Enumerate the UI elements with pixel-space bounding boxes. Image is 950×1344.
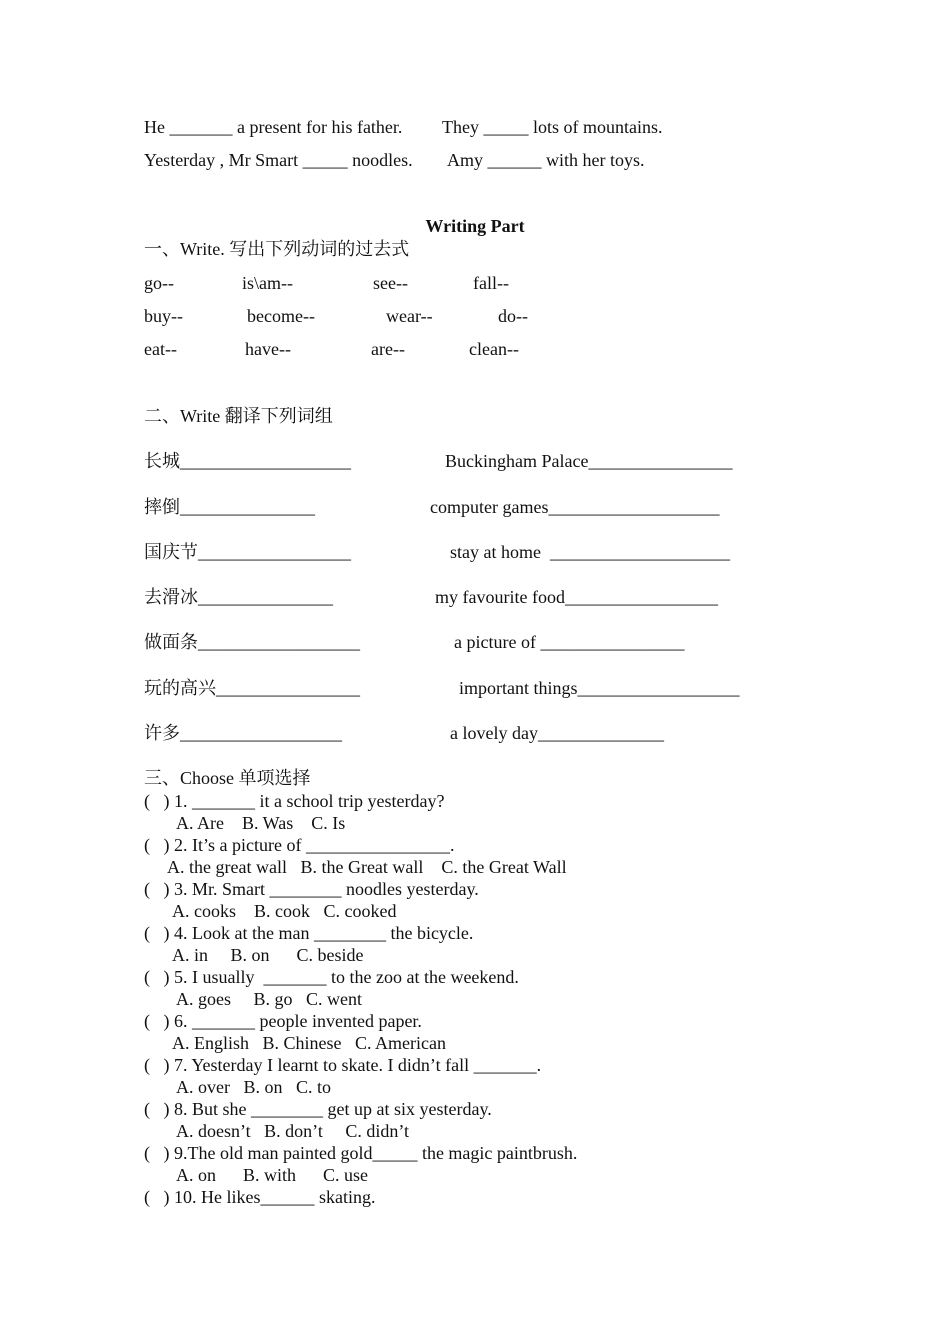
question-3-options: A. cooks B. cook C. cooked <box>172 901 397 921</box>
phrase-left: 做面条__________________ <box>144 632 360 652</box>
question-1: ( ) 1. _______ it a school trip yesterday? <box>144 791 445 811</box>
verb-item: go-- <box>144 273 174 293</box>
phrase-left: 长城___________________ <box>144 451 351 471</box>
verb-item: have-- <box>245 339 291 359</box>
verb-item: eat-- <box>144 339 177 359</box>
phrase-left: 去滑冰_______________ <box>144 587 333 607</box>
verb-item: are-- <box>371 339 405 359</box>
phrase-left: 玩的高兴________________ <box>144 678 360 698</box>
question-8: ( ) 8. But she ________ get up at six yesterday. <box>144 1099 492 1119</box>
phrase-left: 许多__________________ <box>144 723 342 743</box>
verb-item: fall-- <box>473 273 509 293</box>
question-3: ( ) 3. Mr. Smart ________ noodles yesterday. <box>144 879 479 899</box>
verb-item: do-- <box>498 306 528 326</box>
question-7-options: A. over B. on C. to <box>176 1077 331 1097</box>
question-1-options: A. Are B. Was C. Is <box>176 813 346 833</box>
verb-item: become-- <box>247 306 315 326</box>
phrase-right: Buckingham Palace________________ <box>445 451 733 471</box>
intro-line2-b: Amy ______ with her toys. <box>447 150 645 170</box>
section1-heading: 一、Write. 写出下列动词的过去式 <box>144 239 410 259</box>
phrase-left: 国庆节_________________ <box>144 542 351 562</box>
question-7: ( ) 7. Yesterday I learnt to skate. I didn’t fall _______. <box>144 1055 542 1075</box>
section3-heading: 三、Choose 单项选择 <box>144 768 311 788</box>
phrase-right: computer games___________________ <box>430 497 720 517</box>
question-9: ( ) 9.The old man painted gold_____ the magic paintbrush. <box>144 1143 578 1163</box>
question-5: ( ) 5. I usually _______ to the zoo at the weekend. <box>144 967 519 987</box>
writing-part-title: Writing Part <box>425 216 525 236</box>
intro-line2-a: Yesterday , Mr Smart _____ noodles. <box>144 150 413 170</box>
intro-line1-a: He _______ a present for his father. <box>144 117 403 137</box>
verb-item: buy-- <box>144 306 183 326</box>
intro-line1-b: They _____ lots of mountains. <box>442 117 663 137</box>
question-2-options: A. the great wall B. the Great wall C. the Great Wall <box>167 857 567 877</box>
question-4: ( ) 4. Look at the man ________ the bicycle. <box>144 923 474 943</box>
verb-item: clean-- <box>469 339 519 359</box>
question-8-options: A. doesn’t B. don’t C. didn’t <box>176 1121 410 1141</box>
phrase-right: a picture of ________________ <box>454 632 685 652</box>
section2-heading: 二、Write 翻译下列词组 <box>144 406 333 426</box>
verb-item: is\am-- <box>242 273 293 293</box>
question-2: ( ) 2. It’s a picture of ________________. <box>144 835 455 855</box>
question-6-options: A. English B. Chinese C. American <box>172 1033 446 1053</box>
question-9-options: A. on B. with C. use <box>176 1165 369 1185</box>
verb-item: wear-- <box>386 306 433 326</box>
question-6: ( ) 6. _______ people invented paper. <box>144 1011 422 1031</box>
question-5-options: A. goes B. go C. went <box>176 989 362 1009</box>
question-4-options: A. in B. on C. beside <box>172 945 364 965</box>
question-10: ( ) 10. He likes______ skating. <box>144 1187 376 1207</box>
phrase-right: my favourite food_________________ <box>435 587 718 607</box>
verb-item: see-- <box>373 273 408 293</box>
phrase-right: a lovely day______________ <box>450 723 664 743</box>
phrase-right: stay at home ____________________ <box>450 542 730 562</box>
phrase-right: important things__________________ <box>459 678 740 698</box>
phrase-left: 摔倒_______________ <box>144 497 315 517</box>
